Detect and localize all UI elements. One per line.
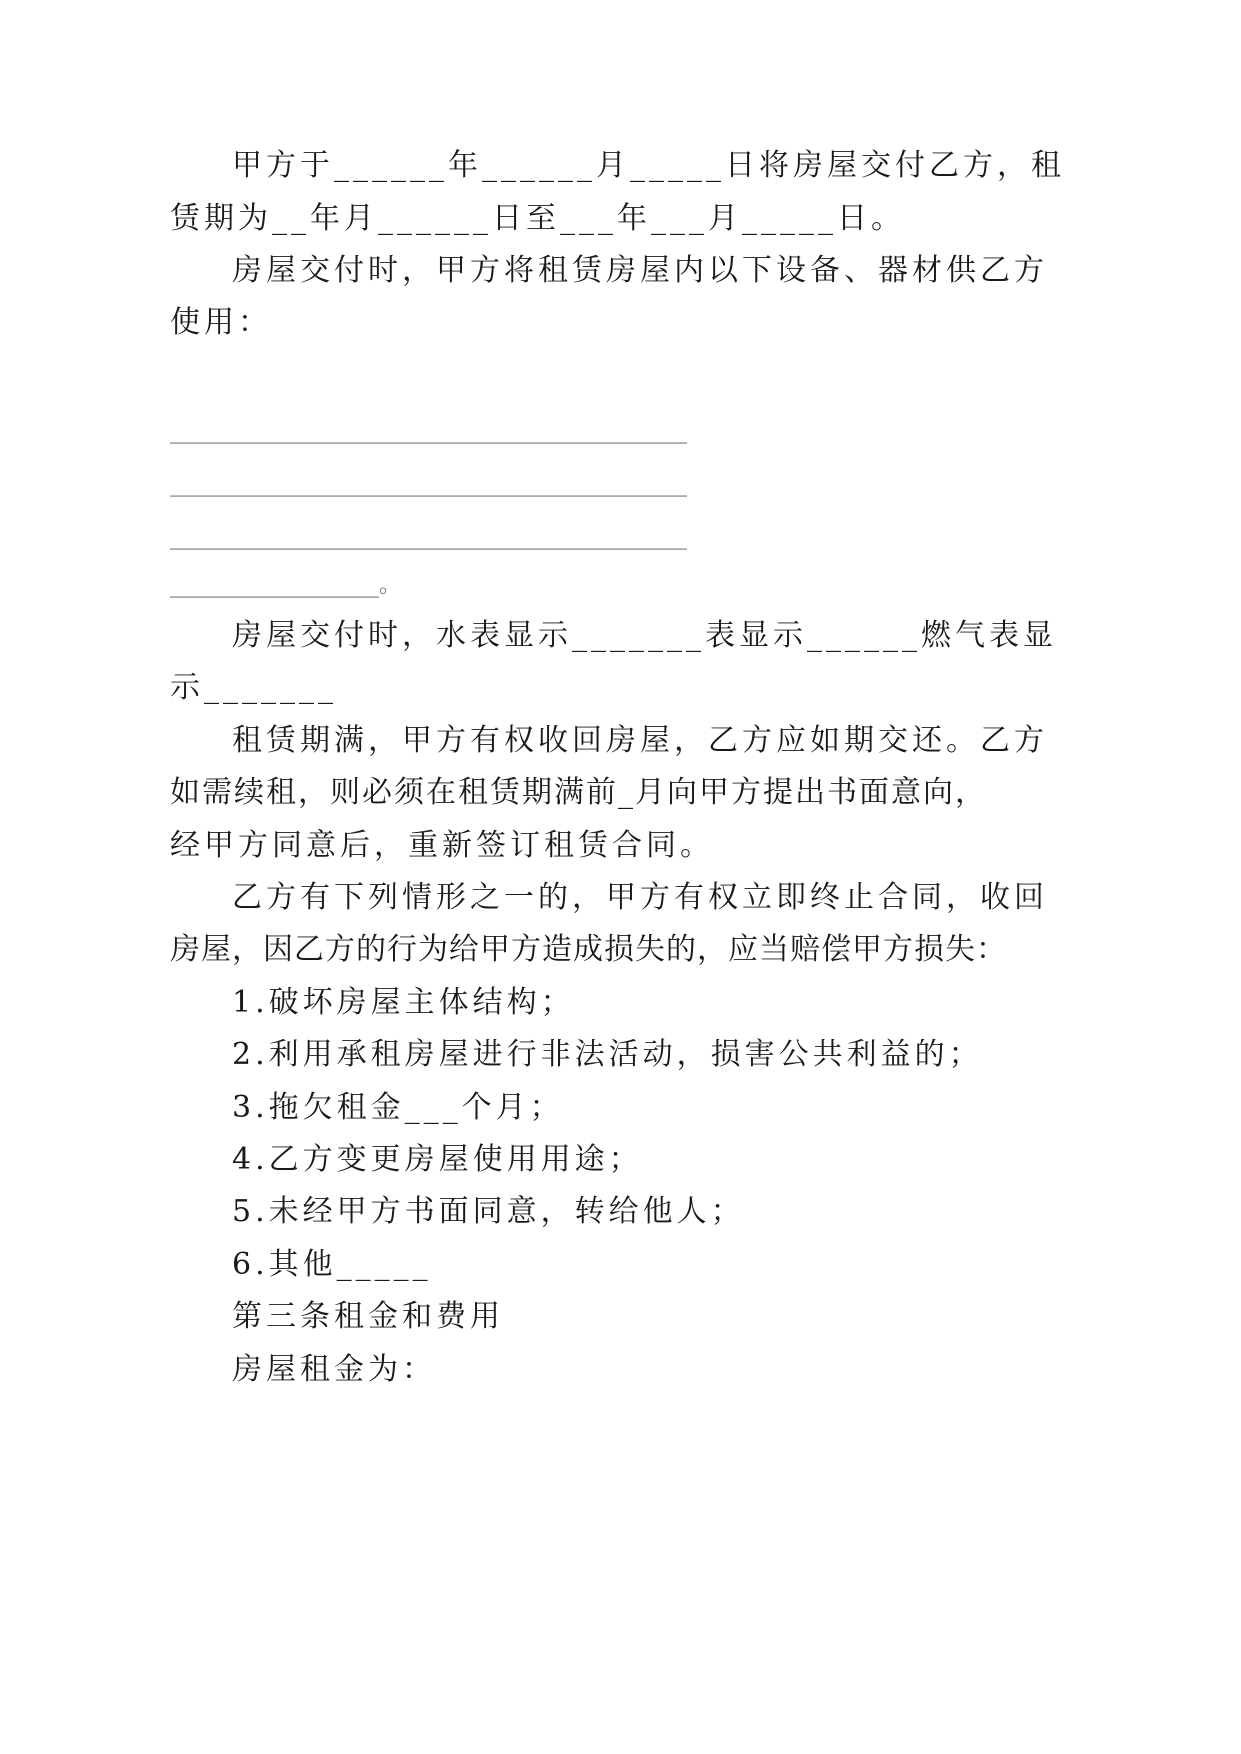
list-item-3 — [232, 1088, 1241, 1128]
text-line: 4.乙方变更房屋使用用途； — [232, 1142, 643, 1177]
paragraph-meter-line-2 — [170, 668, 1241, 708]
paragraph-renewal-line-2 — [170, 773, 1241, 813]
paragraph-renewal-line-1 — [232, 721, 1241, 761]
text-line: 6.其他_____ — [232, 1247, 432, 1282]
paragraph-delivery-line-1 — [232, 146, 1065, 186]
text-line: 使用： — [170, 305, 272, 340]
text-line: 房屋租金为： — [232, 1352, 436, 1387]
list-item-1 — [232, 983, 1241, 1023]
paragraph-equipment-line-2 — [170, 303, 1241, 343]
text-line: 5.未经甲方书面同意，转给他人； — [232, 1194, 745, 1229]
text-line: 如需续租，则必须在租赁期满前_月向甲方提出书面意向， — [170, 775, 987, 810]
blank-line-1 — [170, 412, 1241, 452]
text-line: 3.拖欠租金___个月； — [232, 1090, 564, 1125]
text-line: _______________________________________________ — [170, 419, 687, 444]
text-line: 房屋交付时，水表显示_______表显示______燃气表显 — [232, 618, 1057, 653]
text-line: 示_______ — [170, 670, 337, 705]
blank-line-4 — [170, 566, 1241, 606]
paragraph-renewal-line-3 — [170, 826, 1241, 866]
paragraph-rent-amount — [232, 1350, 1241, 1390]
section-heading-rent — [232, 1297, 1241, 1337]
text-line: 甲方于______年______月_____日将房屋交付乙方，租 — [232, 148, 1065, 183]
list-item-5 — [232, 1192, 1241, 1232]
text-line: 第三条租金和费用 — [232, 1299, 504, 1334]
paragraph-termination-line-2 — [170, 930, 1241, 970]
paragraph-termination-line-1 — [232, 878, 1241, 918]
list-item-6 — [232, 1245, 1241, 1285]
paragraph-meter-line-1 — [232, 616, 1241, 656]
text-line: 2.利用承租房屋进行非法活动，损害公共利益的； — [232, 1037, 983, 1072]
text-line: _______________________________________________ — [170, 472, 687, 497]
text-line: 乙方有下列情形之一的，甲方有权立即终止合同，收回 — [232, 880, 1048, 915]
blank-line-2 — [170, 465, 1241, 505]
text-line: 租赁期满，甲方有权收回房屋，乙方应如期交还。乙方 — [232, 723, 1048, 758]
text-line: ___________________。 — [170, 573, 402, 598]
list-item-4 — [232, 1140, 1241, 1180]
list-item-2 — [232, 1035, 1241, 1075]
text-line: 赁期为__年月______日至___年___月_____日。 — [170, 201, 905, 236]
text-line: 1.破坏房屋主体结构； — [232, 985, 575, 1020]
paragraph-delivery-line-2 — [170, 199, 1241, 239]
paragraph-equipment-line-1 — [232, 251, 1241, 291]
text-line: _______________________________________________ — [170, 525, 687, 550]
blank-line-3 — [170, 518, 1241, 558]
text-line: 房屋交付时，甲方将租赁房屋内以下设备、器材供乙方 — [232, 253, 1048, 288]
text-line: 经甲方同意后，重新签订租赁合同。 — [170, 828, 714, 863]
text-line: 房屋，因乙方的行为给甲方造成损失的，应当赔偿甲方损失： — [170, 932, 1007, 967]
